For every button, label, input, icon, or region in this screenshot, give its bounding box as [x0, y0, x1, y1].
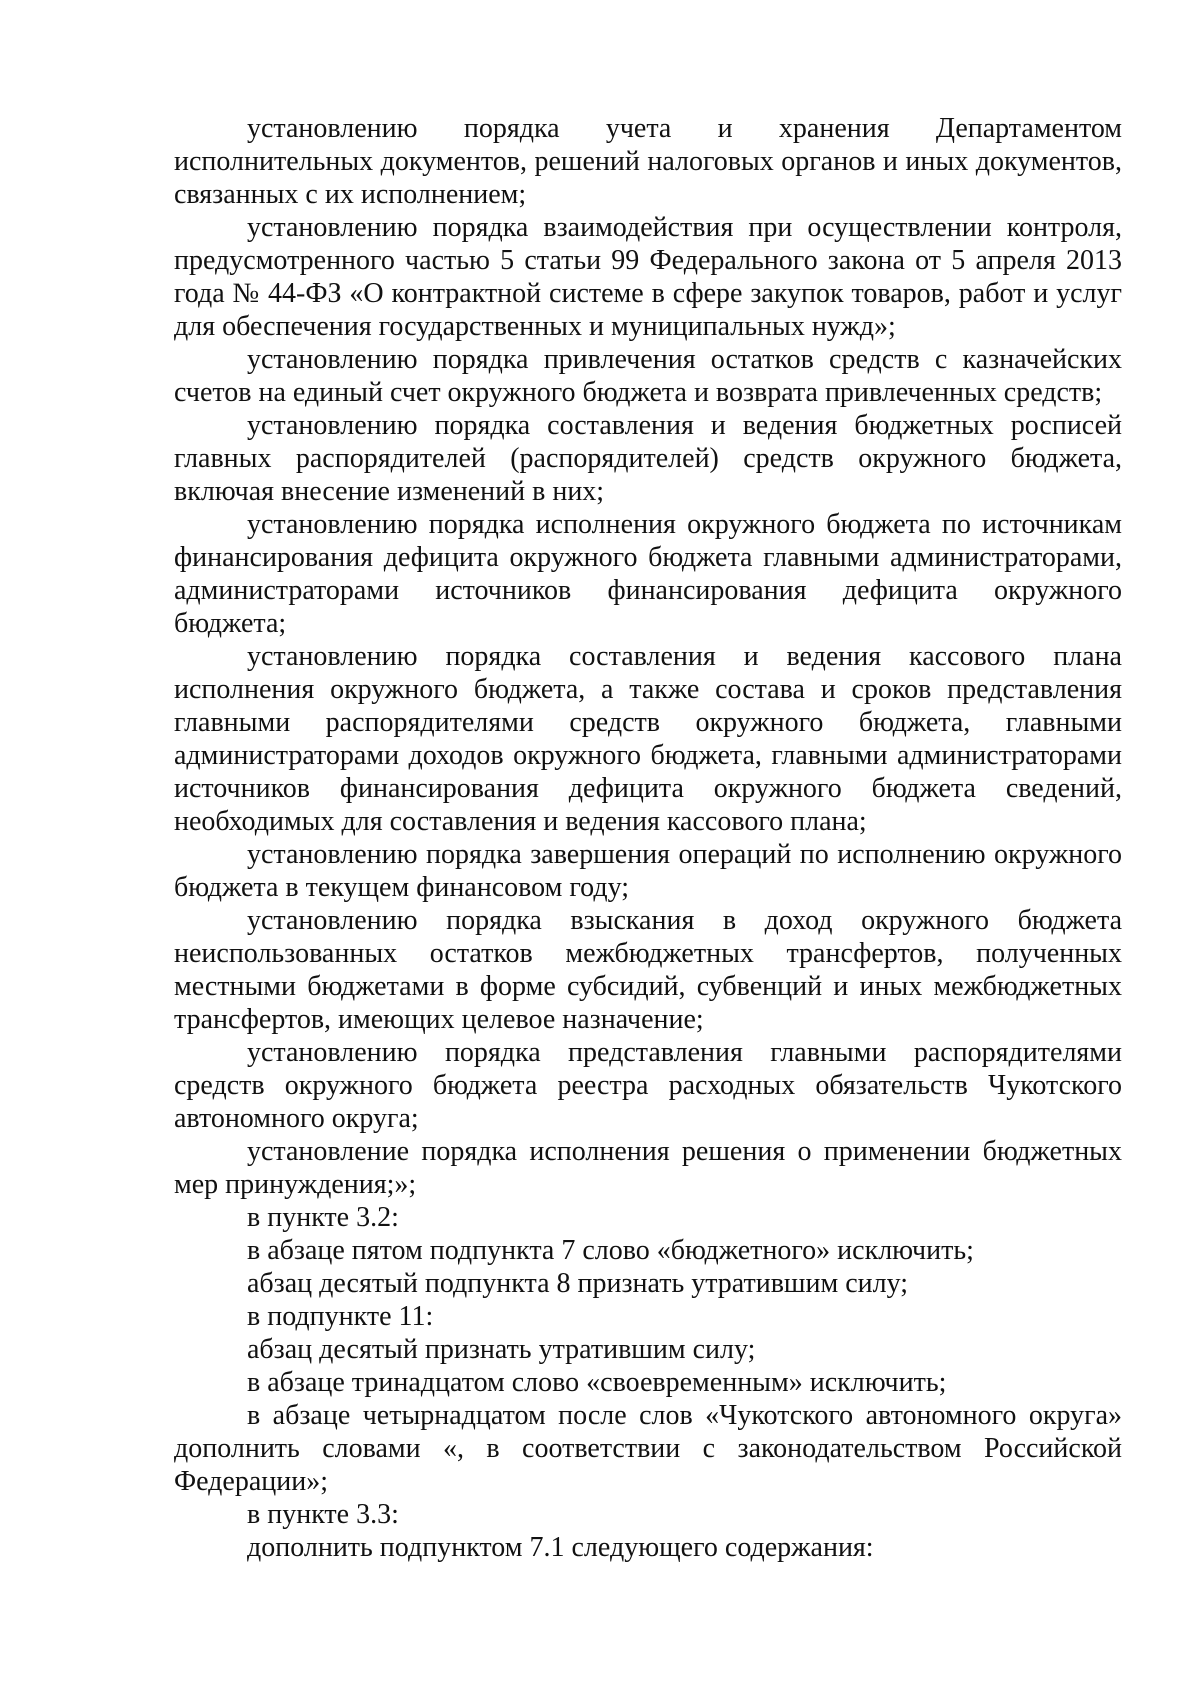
paragraph: установлению порядка исполнения окружного бюджета по источникам финансирования дефицита окружного бюджета главными администраторами, администраторами источников финансирования дефицита окружного бюджета; — [174, 509, 1122, 639]
paragraph: установлению порядка взыскания в доход окружного бюджета неиспользованных остатков межбюджетных трансфертов, полученных местными бюджетами в форме субсидий, субвенций и иных межбюджетных трансфертов, имеющих целевое назначение; — [174, 905, 1122, 1035]
paragraph: в подпункте 11: — [247, 1301, 434, 1332]
paragraph: в абзаце тринадцатом слово «своевременным» исключить; — [247, 1367, 947, 1398]
paragraph: дополнить подпунктом 7.1 следующего содержания: — [247, 1532, 874, 1563]
paragraph: в абзаце четырнадцатом после слов «Чукотского автономного округа» дополнить словами «, в соответствии с законодательством Российской Федерации»; — [174, 1400, 1122, 1497]
paragraph: установлению порядка завершения операций по исполнению окружного бюджета в текущем финансовом году; — [174, 839, 1122, 903]
paragraph: установлению порядка привлечения остатков средств с казначейских счетов на единый счет окружного бюджета и возврата привлеченных средств; — [174, 344, 1122, 408]
paragraph: установлению порядка учета и хранения Департаментом исполнительных документов, решений налоговых органов и иных документов, связанных с их исполнением; — [174, 113, 1122, 210]
paragraph: абзац десятый признать утратившим силу; — [247, 1334, 756, 1365]
paragraph: абзац десятый подпункта 8 признать утратившим силу; — [247, 1268, 908, 1299]
paragraph: в пункте 3.3: — [247, 1499, 399, 1530]
paragraph: в пункте 3.2: — [247, 1202, 399, 1233]
paragraph: установлению порядка составления и ведения кассового плана исполнения окружного бюджета, а также состава и сроков представления главными распорядителями средств окружного бюджета, главными администраторами доходов окружного бюджета, главными администраторами источников финансирования дефицита окружного бюджета сведений, необходимых для составления и ведения кассового плана; — [174, 641, 1122, 837]
paragraph: установление порядка исполнения решения о применении бюджетных мер принуждения;»; — [174, 1136, 1122, 1200]
paragraph: установлению порядка взаимодействия при осуществлении контроля, предусмотренного частью 5 статьи 99 Федерального закона от 5 апреля 2013 года № 44-ФЗ «О контрактной системе в сфере закупок товаров, работ и услуг для обеспечения государственных и муниципальных нужд»; — [174, 212, 1122, 342]
paragraph: в абзаце пятом подпункта 7 слово «бюджетного» исключить; — [247, 1235, 974, 1266]
paragraph: установлению порядка представления главными распорядителями средств окружного бюджета реестра расходных обязательств Чукотского автономного округа; — [174, 1037, 1122, 1134]
paragraph: установлению порядка составления и ведения бюджетных росписей главных распорядителей (распорядителей) средств окружного бюджета, включая внесение изменений в них; — [174, 410, 1122, 507]
document-body — [174, 112, 1122, 1564]
